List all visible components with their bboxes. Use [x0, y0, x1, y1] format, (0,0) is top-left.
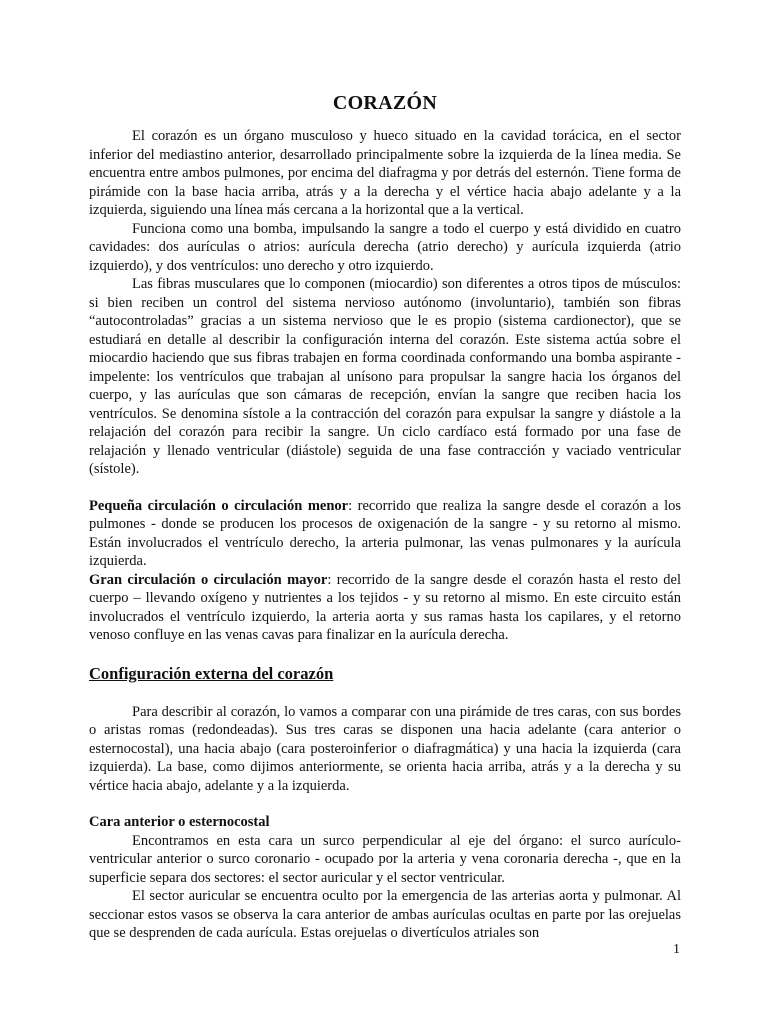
large-circulation-text: : recorrido de la sangre desde el corazón hasta el resto del cuerpo – llevando oxígeno y nutrientes a los tejidos - y su retorno al mismo. En este circuito están involucrados el ventrículo izquierdo, la arteria aorta y sus ramas hasta los capilares, y el retorno venoso confluye en las venas cavas para finalizar en la aurícula derecha. [89, 571, 681, 643]
intro-paragraph-2: Funciona como una bomba, impulsando la sangre a todo el cuerpo y está dividido en cuatro cavidades: dos aurículas o atrios: aurícula derecha (atrio derecho) y aurícula izquierda (atrio izquierdo), y dos ventrículos: uno derecho y otro izquierdo. [89, 220, 681, 274]
intro-paragraph-3: Las fibras musculares que lo componen (miocardio) son diferentes a otros tipos de músculos: si bien reciben un control del sistema nervioso autónomo (involuntario), también son fibras “autocontroladas” gracias a un sistema nervioso que le es propio (sistema cardionector), que se estudiará en detalle al describir la configuración interna del corazón. Este sistema actúa sobre el miocardio haciendo que sus fibras trabajen en forma coordinada conformando una bomba aspirante - impelente: los ventrículos que trabajan al unísono para propulsar la sangre hacia los órganos del cuerpo, y las aurículas que son cámaras de recepción, envían la sangre que reciben hacia los ventrículos. Se denomina sístole a la contracción del corazón para expulsar la sangre y diástole a la relajación del corazón para recibir la sangre. Un ciclo cardíaco está formado por una fase de relajación y llenado ventricular (diástole) seguida de una fase contracción y vaciado ventricular (sístole). [89, 276, 681, 477]
subsection-paragraph-1: Encontramos en esta cara un surco perpendicular al eje del órgano: el surco aurículo-ventricular anterior o surco coronario - ocupado por la arteria y vena coronaria derecha -, que en la superficie separa dos sectores: el sector auricular y el sector ventricular. [89, 832, 681, 886]
page-number: 1 [673, 942, 680, 957]
subsection-paragraph-2: El sector auricular se encuentra oculto por la emergencia de las arterias aorta y pulmonar. Al seccionar estos vasos se observa la cara anterior de ambas aurículas ocultas en parte por las orejuelas que se desprenden de cada aurícula. Estas orejuelas o divertículos atriales son [89, 888, 681, 941]
section-paragraph: Para describir al corazón, lo vamos a comparar con una pirámide de tres caras, con sus bordes o aristas romas (redondeadas). Sus tres caras se disponen una hacia adelante (cara anterior o esternocostal), una hacia abajo (cara posteroinferior o diafragmática) y una hacia la izquierda (cara izquierda). La base, como dijimos anteriormente, se orienta hacia arriba, atrás y a la derecha y su vértice hacia abajo, adelante y a la izquierda. [89, 703, 681, 794]
large-circulation-term: Gran circulación o circulación mayor [89, 571, 328, 588]
page-title: CORAZÓN [332, 92, 438, 114]
small-circulation-paragraph [89, 497, 681, 571]
section-heading: Configuración externa del corazón [89, 663, 334, 683]
small-circulation-term: Pequeña circulación o circulación menor [89, 497, 349, 514]
small-circulation-text: : recorrido que realiza la sangre desde el corazón a los pulmones - donde se producen los procesos de oxigenación de la sangre - y su retorno al mismo. Están involucrados el ventrículo derecho, la arteria pulmonar, las venas pulmonares y la aurícula izquierda. [89, 497, 681, 569]
large-circulation-paragraph [89, 571, 681, 645]
document-page [89, 90, 681, 943]
subsection-heading: Cara anterior o esternocostal [89, 814, 270, 830]
intro-paragraph-1: El corazón es un órgano musculoso y hueco situado en la cavidad torácica, en el sector inferior del mediastino anterior, desarrollado principalmente sobre la izquierda de la línea media. Se encuentra entre ambos pulmones, por encima del diafragma y por detrás del esternón. Tiene forma de pirámide con la base hacia arriba, atrás y a la derecha y el vértice hacia abajo adelante y a la izquierda, siguiendo una línea más cercana a la horizontal que a la vertical. [89, 128, 681, 218]
